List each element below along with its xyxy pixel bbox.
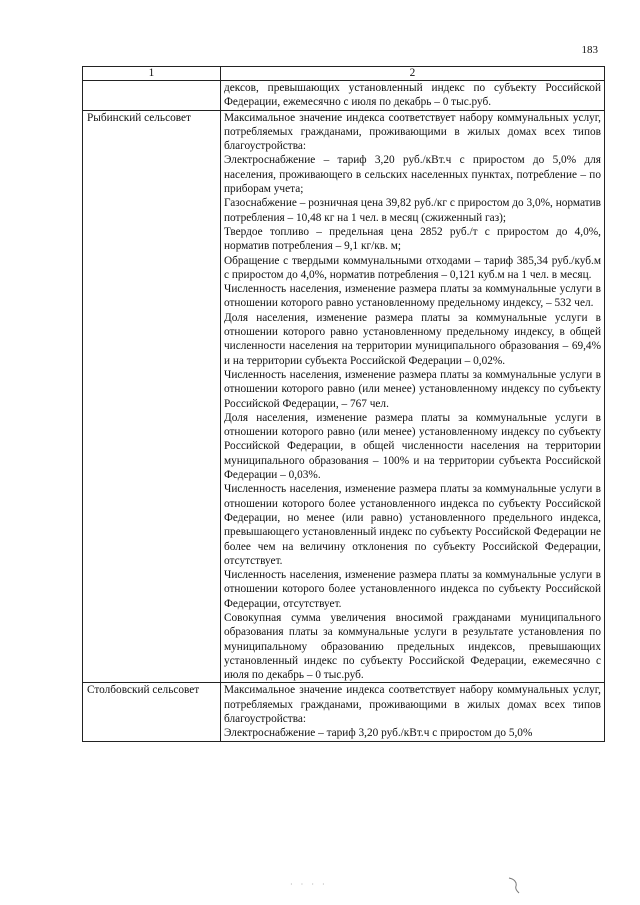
continuation-text-cell <box>221 81 605 111</box>
paragraph: Максимальное значение индекса соответствует набору коммунальных услуг, потребляемых гражданами, проживающими в жилых домах всех типов благоустройства: <box>224 684 601 726</box>
paragraph: Электроснабжение – тариф 3,20 руб./кВт.ч с приростом до 5,0% для населения, проживающего в сельских населенных пунктах, потребление – по приборам учета; <box>224 154 601 196</box>
scan-speckles: · · · · <box>290 880 328 889</box>
continuation-row <box>83 81 605 111</box>
table-row <box>83 683 605 741</box>
paragraph: Максимальное значение индекса соответствует набору коммунальных услуг, потребляемых гражданами, проживающими в жилых домах всех типов благоустройства: <box>224 111 601 153</box>
paragraph: Численность населения, изменение размера платы за коммунальные услуги в отношении которого равно установленному предельному индексу, – 532 чел. <box>224 283 601 310</box>
continuation-name-cell <box>83 81 221 111</box>
paragraph: дексов, превышающих установленный индекс по субъекту Российской Федерации, ежемесячно с июля по декабрь – 0 тыс.руб. <box>224 82 601 109</box>
paragraph: Доля населения, изменение размера платы за коммунальные услуги в отношении которого равно (или менее) установленному индексу по субъекту Российской Федерации, в общей численности населения на территории муниципального образования – 100% и на территории субъекта Российской Федерации – 0,03%. <box>224 411 601 482</box>
scan-mark-icon <box>508 876 522 894</box>
document-table <box>82 66 605 742</box>
paragraph: Доля населения, изменение размера платы за коммунальные услуги в отношении которого равно установленному предельному индексу, в общей численности населения на территории муниципального образования – 69,4% и на территории субъекта Российской Федерации – 0,02%. <box>224 311 601 367</box>
municipality-description <box>221 110 605 683</box>
paragraph: Численность населения, изменение размера платы за коммунальные услуги в отношении которого более установленного индекса по субъекту Российской Федерации, но менее (или равно) установленного предельного индекса, превышающего установленный индекс по субъекту Российской Федерации не более чем на величину отклонения по субъекту Российской Федерации, отсутствует. <box>224 483 601 567</box>
paragraph: Газоснабжение – розничная цена 39,82 руб./кг с приростом до 3,0%, норматив потребления – 10,48 кг на 1 чел. в месяц (сжиженный газ); <box>224 197 601 224</box>
table-row <box>83 110 605 683</box>
paragraph: Твердое топливо – предельная цена 2852 руб./т с приростом до 4,0%, норматив потребления – 9,1 кг/кв. м; <box>224 225 601 253</box>
paragraph: Численность населения, изменение размера платы за коммунальные услуги в отношении которого равно (или менее) установленному индексу по субъекту Российской Федерации, – 767 чел. <box>224 368 601 410</box>
paragraph: Численность населения, изменение размера платы за коммунальные услуги в отношении которого более установленного индекса по субъекту Российской Федерации, отсутствует. <box>224 569 601 610</box>
paragraph: Совокупная сумма увеличения вносимой гражданами муниципального образования платы за коммунальные услуги в результате установления по муниципальному образованию предельных индексов, превышающих установленный индекс по субъекту Российской Федерации, ежемесячно с июля по декабрь – 0 тыс.руб. <box>224 611 601 682</box>
table-header-row <box>83 67 605 81</box>
municipality-name: Рыбинский сельсовет <box>83 110 221 683</box>
municipality-name: Столбовский сельсовет <box>83 683 221 741</box>
municipality-description <box>221 683 605 741</box>
paragraph: Электроснабжение – тариф 3,20 руб./кВт.ч с приростом до 5,0% <box>224 727 533 740</box>
page-number: 183 <box>581 44 598 56</box>
column-header-2: 2 <box>221 67 605 81</box>
column-header-1: 1 <box>83 67 221 81</box>
paragraph: Обращение с твердыми коммунальными отходами – тариф 385,34 руб./куб.м с приростом до 4,0%, норматив потребления – 0,121 куб.м на 1 чел. в месяц. <box>224 254 601 281</box>
